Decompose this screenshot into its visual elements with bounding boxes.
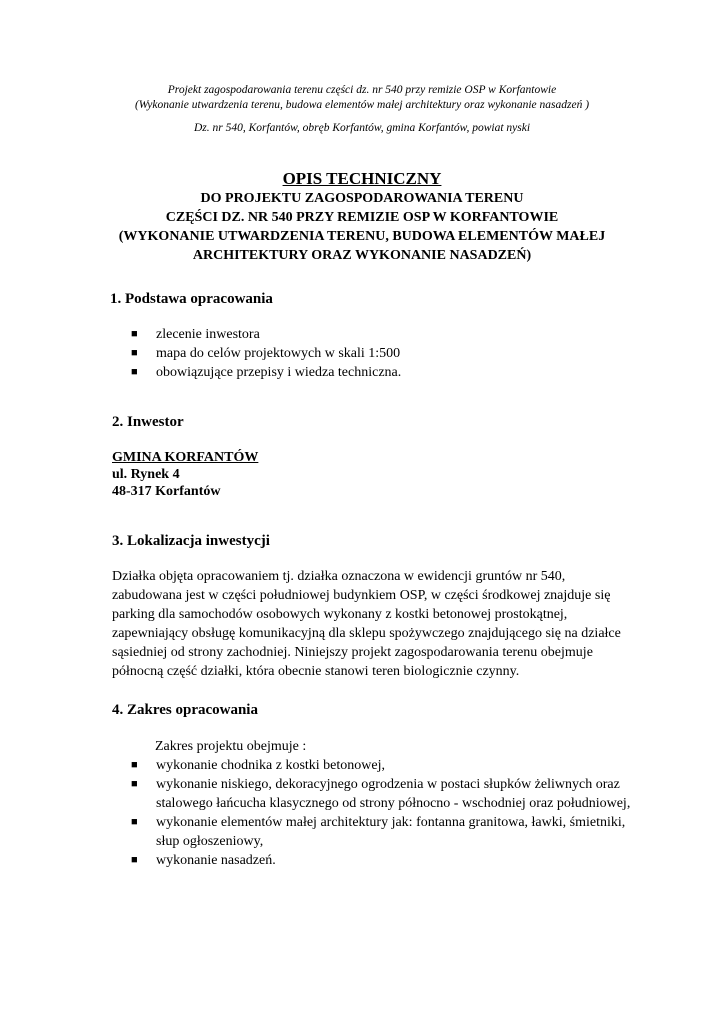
investor-street: ul. Rynek 4 (112, 467, 180, 482)
bullet-icon: ■ (131, 778, 138, 790)
section-4-intro: Zakres projektu obejmuje : (155, 739, 307, 754)
list-item-text: wykonanie niskiego, dekoracyjnego ogrodzenia w postaci słupków żeliwnych oraz (156, 777, 620, 792)
bullet-icon: ■ (131, 366, 138, 378)
title-sub-2: CZĘŚCI DZ. NR 540 PRZY REMIZIE OSP W KORFANTOWIE (165, 210, 559, 225)
investor-name: GMINA KORFANTÓW (112, 450, 259, 465)
title-sub-1: DO PROJEKTU ZAGOSPODAROWANIA TERENU (200, 191, 524, 206)
list-item-text: wykonanie nasadzeń. (156, 853, 276, 868)
paragraph-line: sąsiedniej od strony zachodniej. Niniejszy projekt zagospodarowania terenu obejmuje (112, 645, 593, 660)
paragraph-line: Działka objęta opracowaniem tj. działka oznaczona w ewidencji gruntów nr 540, (112, 569, 566, 584)
document-title (0, 168, 724, 265)
paragraph-line: północną część działki, która obecnie stanowi teren biologicznie czynny. (112, 664, 520, 679)
section-4-heading: 4. Zakres opracowania (112, 702, 258, 718)
title-main: OPIS TECHNICZNY (282, 169, 442, 188)
header-line-2: (Wykonanie utwardzenia terenu, budowa elementów małej architektury oraz wykonanie nasadzeń ) (134, 99, 590, 111)
list-item (131, 363, 401, 382)
investor-city: 48-317 Korfantów (112, 484, 221, 499)
list-item (131, 775, 671, 813)
header-line-3: Dz. nr 540, Korfantów, obręb Korfantów, gmina Korfantów, powiat nyski (193, 122, 531, 134)
paragraph-line: zapewniający obsługę komunikacyjną dla sklepu spożywczego znajdującego się na działce (112, 626, 621, 641)
paragraph-line: zabudowana jest w części południowej budynkiem OSP, w części środkowej znajduje się (112, 588, 611, 603)
title-sub-4: ARCHITEKTURY ORAZ WYKONANIE NASADZEŃ) (192, 248, 532, 263)
list-item-text: wykonanie elementów małej architektury jak: fontanna granitowa, ławki, śmietniki, (156, 815, 626, 830)
bullet-icon: ■ (131, 816, 138, 828)
bullet-icon: ■ (131, 347, 138, 359)
list-item-text: obowiązujące przepisy i wiedza techniczna. (156, 365, 402, 380)
paragraph-line: parking dla samochodów osobowych wykonany z kostki betonowej prostokątnej, (112, 607, 568, 622)
title-sub-3: (WYKONANIE UTWARDZENIA TERENU, BUDOWA ELEMENTÓW MAŁEJ (118, 229, 606, 244)
bullet-icon: ■ (131, 328, 138, 340)
section-4-list (131, 756, 671, 870)
list-item (131, 756, 671, 775)
section-3-paragraph (112, 567, 672, 681)
list-item-text: mapa do celów projektowych w skali 1:500 (156, 346, 401, 361)
list-item (131, 851, 671, 870)
list-item-text: słup ogłoszeniowy, (156, 834, 264, 849)
section-1-list (131, 325, 401, 382)
section-2-heading: 2. Inwestor (112, 414, 184, 430)
list-item (131, 344, 401, 363)
section-3-heading: 3. Lokalizacja inwestycji (112, 533, 270, 549)
list-item (131, 325, 401, 344)
list-item (131, 813, 671, 851)
header-line-1: Projekt zagospodarowania terenu części dz. nr 540 przy remizie OSP w Korfantowie (167, 84, 557, 96)
bullet-icon: ■ (131, 854, 138, 866)
section-1-heading: 1. Podstawa opracowania (110, 291, 273, 307)
list-item-text: wykonanie chodnika z kostki betonowej, (156, 758, 386, 773)
bullet-icon: ■ (131, 759, 138, 771)
list-item-text: zlecenie inwestora (156, 327, 260, 342)
list-item-text: stalowego łańcucha klasycznego od strony północno - wschodniej oraz południowej, (156, 796, 631, 811)
